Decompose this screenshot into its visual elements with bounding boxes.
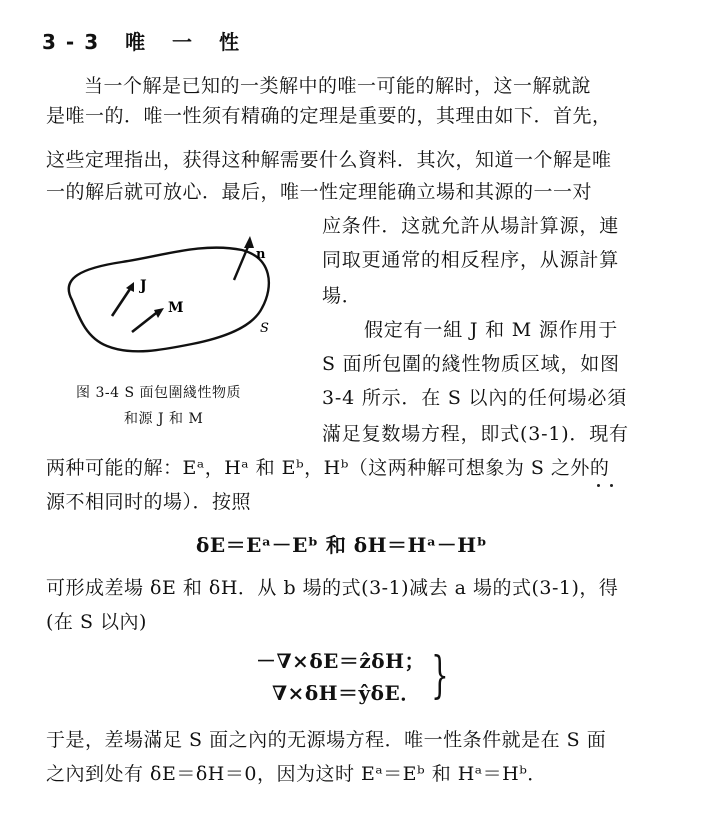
- text-line: (在 S 以內): [46, 611, 147, 633]
- arrow-m-head: [154, 308, 164, 318]
- text-line: 于是，差場滿足 S 面之內的无源場方程．唯一性条件就是在 S 面: [46, 729, 607, 751]
- emphasis-dot: [610, 484, 613, 487]
- figure-caption-line-2: 和源 J 和 M: [124, 411, 204, 427]
- figure-3-4: [52, 228, 282, 378]
- text-line: 假定有一組 J 和 M 源作用于: [364, 319, 619, 341]
- text-line: 一的解后就可放心．最后，唯一性定理能确立場和其源的一一对: [46, 181, 593, 203]
- normal-arrowhead: [244, 236, 254, 248]
- text-line: 是唯一的．唯一性须有精确的定理是重要的，其理由如下．首先，: [46, 105, 612, 127]
- text-line: 同取更通常的相反程序，从源計算: [322, 249, 620, 271]
- arrow-j: [112, 286, 132, 316]
- text-line: 可形成差場 δE 和 δH．从 b 場的式(3-1)减去 a 場的式(3-1)，得: [46, 577, 619, 599]
- text-line: 滿足复数場方程，即式(3-1)．現有: [322, 423, 629, 445]
- text-line: 应条件．这就允許从場計算源，連: [322, 215, 620, 237]
- figure-caption-line-1: 图 3-4 S 面包圍綫性物质: [76, 385, 241, 401]
- text-line: 之內到处有 δE＝δH＝0，因为这时 Eᵃ＝Eᵇ 和 Hᵃ＝Hᵇ．: [46, 763, 547, 785]
- text-line: 3-4 所示．在 S 以內的任何場必須: [322, 387, 627, 409]
- equation-brace: }: [431, 646, 449, 704]
- section-heading: 3-3 唯 一 性: [42, 30, 250, 54]
- label-n: n: [256, 247, 266, 262]
- label-m: M: [168, 300, 184, 316]
- emphasis-dot: [597, 484, 600, 487]
- text-line: S 面所包圍的綫性物质区域，如图: [322, 353, 620, 375]
- text-line: 两种可能的解：Eᵃ，Hᵃ 和 Eᵇ，Hᵇ（这两种解可想象为 S 之外的: [46, 457, 610, 479]
- label-j: J: [140, 278, 147, 294]
- text-line: 这些定理指出，获得这种解需要什么資料．其次，知道一个解是唯: [46, 149, 612, 171]
- text-line: 場．: [322, 285, 362, 307]
- text-line: 源不相同时的場）．按照: [46, 491, 252, 513]
- label-s: S: [260, 321, 269, 336]
- equation-curl-e: －∇×δE＝ẑδH；: [256, 649, 425, 673]
- equation-difference-fields: δE＝Eᵃ－Eᵇ 和 δH＝Hᵃ－Hᵇ: [196, 533, 488, 557]
- equation-curl-h: ∇×δH＝ŷδE．: [272, 681, 421, 705]
- text-line: 当一个解是已知的一类解中的唯一可能的解时，这一解就說: [84, 75, 592, 97]
